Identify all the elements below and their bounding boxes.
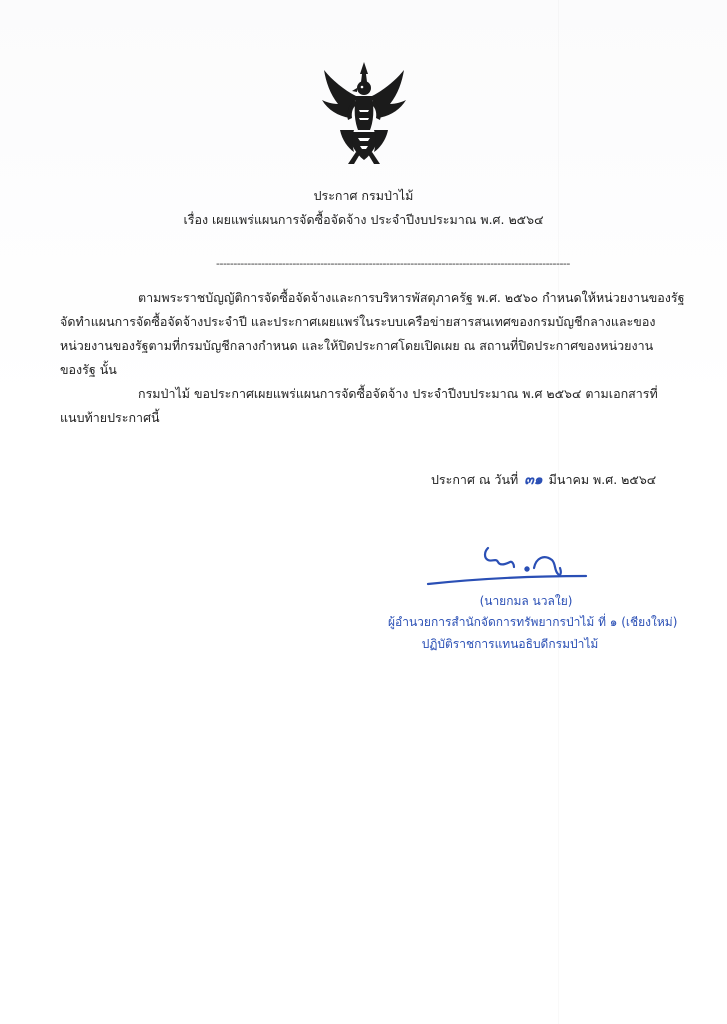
paragraph-line: กรมป่าไม้ ขอประกาศเผยแพร่แผนการจัดซื้อจัดจ้าง ประจำปีงบประมาณ พ.ศ ๒๕๖๔ ตามเอกสารที่ — [138, 386, 658, 401]
announcement-date — [431, 470, 656, 490]
date-suffix: มีนาคม พ.ศ. ๒๕๖๔ — [548, 472, 657, 487]
announcement-heading: ประกาศ กรมป่าไม้ — [313, 188, 414, 203]
paragraph-line: ตามพระราชบัญญัติการจัดซื้อจัดจ้างและการบริหารพัสดุภาครัฐ พ.ศ. ๒๕๖๐ กำหนดให้หน่วยงานของรัฐ — [138, 290, 685, 305]
signature-icon — [426, 538, 596, 588]
separator-line: ------------------------------------------------------------------------------------------------------ — [216, 257, 570, 270]
body-paragraph-1 — [60, 286, 685, 382]
paragraph-line: จัดทำแผนการจัดซื้อจัดจ้างประจำปี และประกาศเผยแพร่ในระบบเครือข่ายสารสนเทศของกรมบัญชีกลางและของ — [60, 314, 656, 329]
paragraph-line: ของรัฐ นั้น — [60, 362, 117, 377]
paragraph-line: หน่วยงานของรัฐตามที่กรมบัญชีกลางกำหนด และให้ปิดประกาศโดยเปิดเผย ณ สถานที่ปิดประกาศของหน่วยงาน — [60, 338, 654, 353]
paragraph-line: แนบท้ายประกาศนี้ — [60, 410, 160, 425]
signatory-acting-role: ปฏิบัติราชการแทนอธิบดีกรมป่าไม้ — [421, 637, 599, 651]
date-prefix: ประกาศ ณ วันที่ — [431, 472, 519, 487]
signatory-name: (นายกมล นวลใย) — [479, 594, 573, 608]
body-paragraph-2 — [60, 382, 672, 430]
announcement-subject: เรื่อง เผยแพร่แผนการจัดซื้อจัดจ้าง ประจำปีงบประมาณ พ.ศ. ๒๕๖๔ — [183, 212, 544, 227]
signatory-title: ผู้อำนวยการสำนักจัดการทรัพยากรป่าไม้ ที่ ๑ (เชียงใหม่) — [388, 615, 678, 629]
paper-crease — [558, 0, 559, 1024]
garuda-emblem-icon — [318, 60, 410, 168]
date-day-handwritten: ๓๑ — [524, 472, 543, 488]
